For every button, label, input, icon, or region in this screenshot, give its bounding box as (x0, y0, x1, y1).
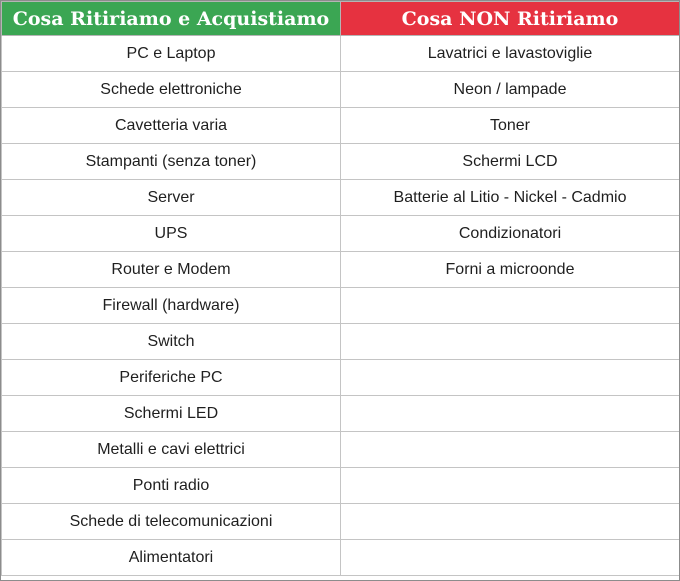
table-row (2, 396, 680, 432)
rejected-cell (341, 288, 680, 324)
accepted-cell: Ponti radio (2, 468, 341, 504)
rejected-cell: Forni a microonde (341, 252, 680, 288)
rejected-cell: Batterie al Litio - Nickel - Cadmio (341, 180, 680, 216)
accepted-cell: Metalli e cavi elettrici (2, 432, 341, 468)
header-row (2, 2, 680, 36)
table-row (2, 324, 680, 360)
accepted-cell: Schermi LED (2, 396, 341, 432)
table-row (2, 108, 680, 144)
table-header (2, 2, 680, 36)
accepted-cell: Schede elettroniche (2, 72, 341, 108)
rejected-cell (341, 324, 680, 360)
table-row (2, 288, 680, 324)
table-row (2, 360, 680, 396)
accepted-cell: Server (2, 180, 341, 216)
rejected-cell (341, 396, 680, 432)
table-row (2, 36, 680, 72)
accepted-cell: Alimentatori (2, 540, 341, 576)
accepted-cell: Firewall (hardware) (2, 288, 341, 324)
rejected-cell (341, 468, 680, 504)
accepted-cell: Router e Modem (2, 252, 341, 288)
recycling-table (1, 1, 680, 576)
header-accepted: Cosa Ritiriamo e Acquistiamo (2, 2, 341, 36)
table-row (2, 180, 680, 216)
rejected-cell: Neon / lampade (341, 72, 680, 108)
table-body (2, 36, 680, 576)
accepted-cell: PC e Laptop (2, 36, 341, 72)
table-row (2, 504, 680, 540)
header-rejected: Cosa NON Ritiriamo (341, 2, 680, 36)
rejected-cell: Schermi LCD (341, 144, 680, 180)
accepted-cell: Switch (2, 324, 341, 360)
rejected-cell (341, 540, 680, 576)
rejected-cell: Toner (341, 108, 680, 144)
accepted-cell: Stampanti (senza toner) (2, 144, 341, 180)
table-row (2, 468, 680, 504)
table-row (2, 432, 680, 468)
rejected-cell (341, 432, 680, 468)
rejected-cell (341, 504, 680, 540)
table-row (2, 252, 680, 288)
accepted-cell: Periferiche PC (2, 360, 341, 396)
table-row (2, 72, 680, 108)
accepted-cell: UPS (2, 216, 341, 252)
accepted-cell: Schede di telecomunicazioni (2, 504, 341, 540)
table-row (2, 216, 680, 252)
rejected-cell (341, 360, 680, 396)
rejected-cell: Lavatrici e lavastoviglie (341, 36, 680, 72)
accepted-cell: Cavetteria varia (2, 108, 341, 144)
table-row (2, 144, 680, 180)
table-row (2, 540, 680, 576)
rejected-cell: Condizionatori (341, 216, 680, 252)
